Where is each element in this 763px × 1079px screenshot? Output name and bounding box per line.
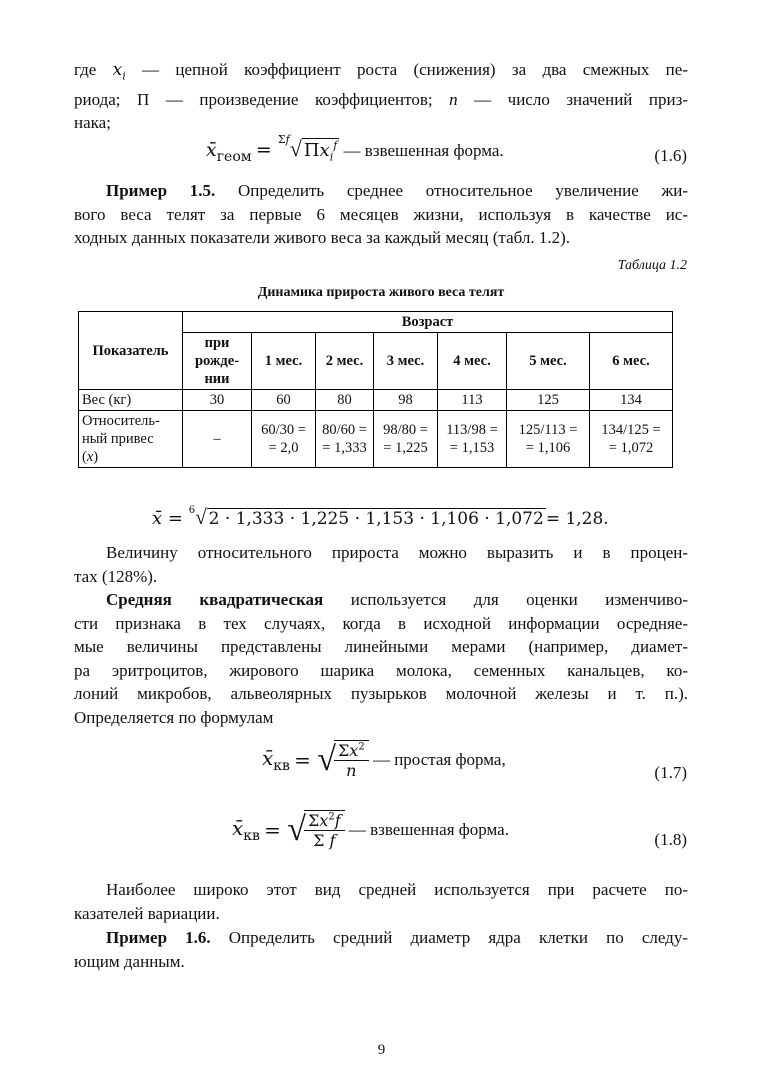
text-line: ра эритроцитов, жирового шарика молока, семенных канальцев, ко- bbox=[74, 660, 688, 680]
example-label: Пример 1.5. bbox=[106, 181, 216, 200]
formula-desc: — взвешенная форма. bbox=[343, 141, 504, 160]
table-cell: 134/125 = = 1,072 bbox=[590, 411, 673, 468]
table-row bbox=[79, 390, 673, 411]
formula-result: x̄ = $^6$√ 2 · 1,333 · 1,225 · 1,153 · 1,106 · 1,072 = 1,28. bbox=[152, 505, 609, 529]
text-line: Наиболее широко этот вид средней используется при расчете по- bbox=[106, 880, 688, 899]
text-line: казателей вариации. bbox=[74, 903, 220, 923]
example-1-5 bbox=[74, 179, 688, 250]
text-run: используется для оценки изменчиво- bbox=[323, 590, 688, 609]
table-cell: – bbox=[183, 411, 252, 468]
table-cell: 80/60 = = 1,333 bbox=[316, 411, 374, 468]
formula-1-7: $x̄_{кв}$ = √ $\frac{\Sigma x^2}{n}$ — простая форма, bbox=[262, 741, 506, 780]
col-header: 6 мес. bbox=[590, 333, 673, 390]
col-header: 2 мес. bbox=[316, 333, 374, 390]
col-header: 3 мес. bbox=[374, 333, 438, 390]
math-n: n bbox=[449, 89, 458, 109]
text-run: риода; П — произведение коэффициентов; bbox=[74, 89, 450, 109]
col-header: при рожде- нии bbox=[183, 333, 252, 390]
text-line: сти признака в тех случаях, когда в исходной информации осредняе- bbox=[74, 613, 688, 633]
text-line: Величину относительного прироста можно выразить и в процен- bbox=[106, 543, 688, 562]
equation-number: (1.6) bbox=[654, 146, 687, 165]
text-run: Определить средний диаметр ядра клетки по следу- bbox=[210, 928, 688, 947]
paragraph-variation bbox=[74, 878, 688, 925]
text-line: ющим данным. bbox=[74, 951, 185, 971]
row-label: Относитель- ный привес (x) bbox=[79, 411, 183, 468]
example-1-6 bbox=[74, 926, 688, 973]
radicand: 2 · 1,333 · 1,225 · 1,153 · 1,106 · 1,072 bbox=[208, 509, 544, 529]
table-label: Таблица 1.2 bbox=[617, 258, 687, 273]
row-label: Вес (кг) bbox=[79, 390, 183, 411]
table-cell: 134 bbox=[590, 390, 673, 411]
text-run: Определить среднее относительное увеличение жи- bbox=[215, 181, 688, 200]
paragraph-percent bbox=[74, 541, 688, 588]
table-cell: 60 bbox=[252, 390, 316, 411]
page-number: 9 bbox=[377, 1042, 386, 1058]
header-indicator: Показатель bbox=[79, 312, 183, 390]
text-line: вого веса телят за первые 6 месяцев жизни, используя в качестве ис- bbox=[74, 204, 688, 224]
col-header: 4 мес. bbox=[438, 333, 507, 390]
text-line: ходных данных показатели живого веса за каждый месяц (табл. 1.2). bbox=[74, 228, 570, 247]
table-cell: 125 bbox=[507, 390, 590, 411]
text-line: лоний микробов, альвеолярных пузырьков молочной железы и т. п.). bbox=[74, 684, 688, 703]
table-row bbox=[79, 411, 673, 468]
table-cell: 98 bbox=[374, 390, 438, 411]
table-cell: 80 bbox=[316, 390, 374, 411]
term-bold: Средняя квадратическая bbox=[106, 590, 324, 609]
math-xi: $x_i$ bbox=[112, 60, 126, 83]
table-cell: 113/98 = = 1,153 bbox=[438, 411, 507, 468]
x-geom-symbol: $x̄_{геом}$ bbox=[206, 139, 252, 165]
table-cell: 113 bbox=[438, 390, 507, 411]
text-line: Определяется по формулам bbox=[74, 707, 274, 727]
col-header: 1 мес. bbox=[252, 333, 316, 390]
table-cell: 30 bbox=[183, 390, 252, 411]
example-label: Пример 1.6. bbox=[106, 928, 211, 947]
text-line: мые величины представлены линейными мерами (например, диамет- bbox=[74, 637, 688, 656]
table-title: Динамика прироста живого веса телят bbox=[257, 285, 505, 300]
formula-1-8: $x̄_{кв}$ = √ $\frac{\Sigma x^2f}{\text{Σ f}}$ — взвешенная форма. bbox=[232, 811, 509, 850]
table-header-row bbox=[79, 312, 673, 333]
equation-number: (1.8) bbox=[654, 830, 687, 849]
formula-result-value: = 1,28. bbox=[545, 509, 609, 529]
text-line: нака; bbox=[74, 113, 111, 133]
paragraph-quadratic bbox=[74, 588, 688, 729]
formula-1-6: $x̄_{геом} = ^{\Sigma f}√$ $\Pi x_i^f$ — взвешенная форма. bbox=[206, 133, 504, 165]
intro-paragraph bbox=[74, 58, 688, 135]
formula-desc: — простая форма, bbox=[372, 750, 506, 769]
formula-desc: — взвешенная форма. bbox=[348, 820, 509, 839]
table-cell: 125/113 = = 1,106 bbox=[507, 411, 590, 468]
equation-number: (1.7) bbox=[654, 763, 687, 782]
text-run: где bbox=[74, 60, 113, 79]
data-table bbox=[78, 311, 673, 468]
text-run: — число значений приз- bbox=[457, 89, 688, 109]
table-cell: 60/30 = = 2,0 bbox=[252, 411, 316, 468]
header-age: Возраст bbox=[183, 312, 673, 333]
text-run: — цепной коэффициент роста (снижения) за два смежных пе- bbox=[125, 60, 688, 79]
col-header: 5 мес. bbox=[507, 333, 590, 390]
text-line: тах (128%). bbox=[74, 566, 158, 586]
table-cell: 98/80 = = 1,225 bbox=[374, 411, 438, 468]
